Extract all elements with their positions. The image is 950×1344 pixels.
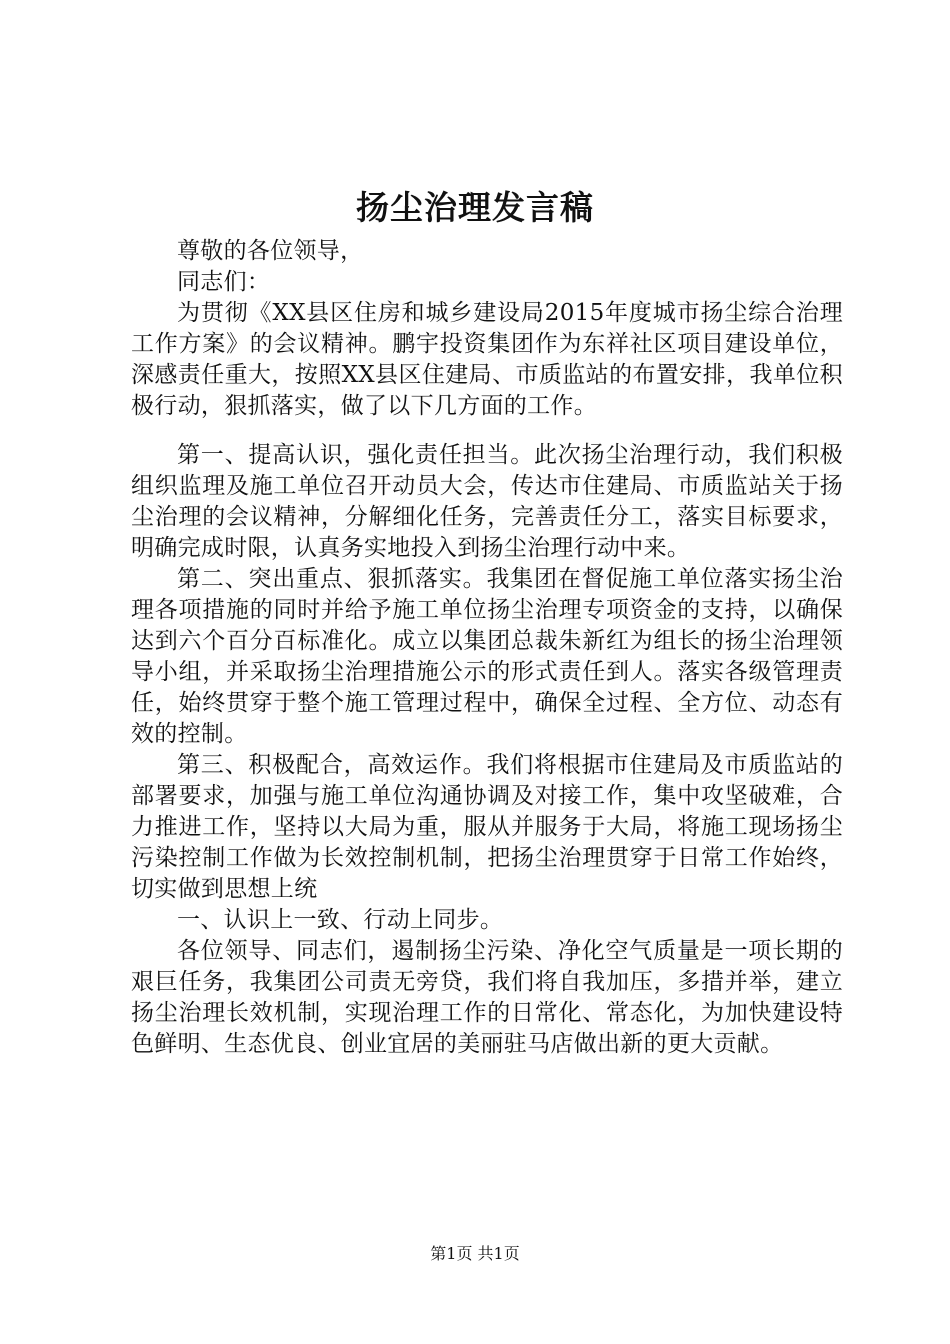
salutation-line-1: 尊敬的各位领导， — [177, 238, 364, 264]
paragraph-gap — [131, 422, 843, 440]
intro-paragraph: 为贯彻《XX县区住房和城乡建设局2015年度城市扬尘综合治理工作方案》的会议精神。鹏宇投资集团作为东祥社区项目建设单位，深感责任重大，按照XX县区住建局、市质监站的布置安排，我单位积极行动，狠抓落实，做了以下几方面的工作。 — [131, 300, 843, 419]
point-three-paragraph: 第三、积极配合，高效运作。我们将根据市住建局及市质监站的部署要求，加强与施工单位沟通协调及对接工作，集中攻坚破难，合力推进工作，坚持以大局为重，服从并服务于大局，将施工现场扬尘污染控制工作做为长效控制机制，把扬尘治理贯穿于日常工作始终，切实做到思想上统 — [131, 752, 843, 902]
point-four-paragraph: 一、认识上一致、行动上同步。 — [177, 907, 504, 933]
document-title: 扬尘治理发言稿 — [356, 188, 594, 227]
closing-paragraph: 各位领导、同志们，遏制扬尘污染、净化空气质量是一项长期的艰巨任务，我集团公司责无旁贷，我们将自我加压，多措并举，建立扬尘治理长效机制，实现治理工作的日常化、常态化，为加快建设特色鲜明、生态优良、创业宜居的美丽驻马店做出新的更大贡献。 — [131, 938, 843, 1057]
salutation-line-2: 同志们： — [177, 269, 271, 295]
point-one-paragraph: 第一、提高认识，强化责任担当。此次扬尘治理行动，我们积极组织监理及施工单位召开动员大会，传达市住建局、市质监站关于扬尘治理的会议精神，分解细化任务，完善责任分工，落实目标要求，明确完成时限，认真务实地投入到扬尘治理行动中来。 — [131, 442, 843, 561]
document-body — [131, 236, 843, 1060]
point-two-paragraph: 第二、突出重点、狠抓落实。我集团在督促施工单位落实扬尘治理各项措施的同时并给予施工单位扬尘治理专项资金的支持，以确保达到六个百分百标准化。成立以集团总裁朱新红为组长的扬尘治理领导小组，并采取扬尘治理措施公示的形式责任到人。落实各级管理责任，始终贯穿于整个施工管理过程中，确保全过程、全方位、动态有效的控制。 — [131, 566, 843, 747]
page-footer: 第1页 共1页 — [430, 1244, 520, 1263]
